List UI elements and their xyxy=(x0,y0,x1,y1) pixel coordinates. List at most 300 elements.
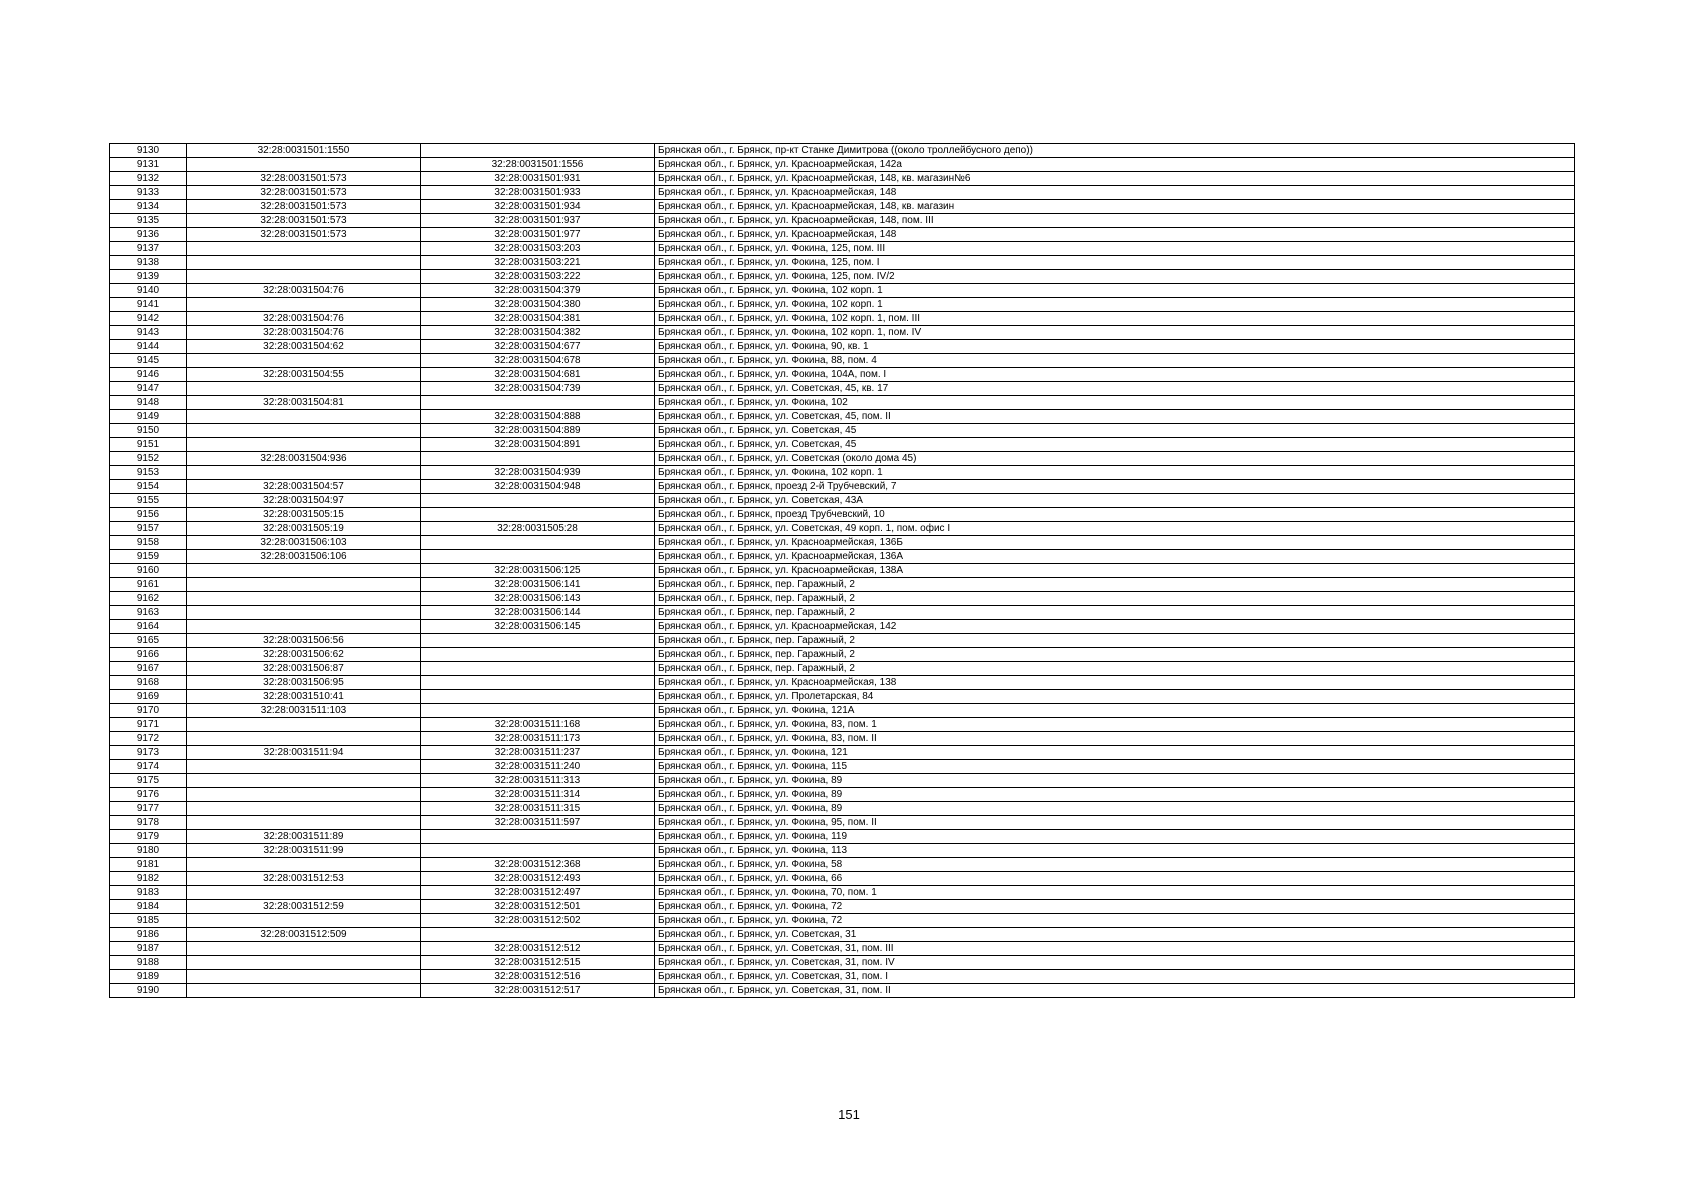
table-row xyxy=(110,144,1575,158)
parcel-number-cell xyxy=(187,270,421,284)
object-number-cell xyxy=(421,550,655,564)
address-cell: Брянская обл., г. Брянск, ул. Фокина, 121А xyxy=(655,704,1575,718)
object-number-cell: 32:28:0031506:125 xyxy=(421,564,655,578)
table-row xyxy=(110,480,1575,494)
address-cell: Брянская обл., г. Брянск, ул. Фокина, 88, пом. 4 xyxy=(655,354,1575,368)
row-number-cell: 9149 xyxy=(110,410,187,424)
object-number-cell: 32:28:0031512:512 xyxy=(421,942,655,956)
row-number-cell: 9144 xyxy=(110,340,187,354)
parcel-number-cell: 32:28:0031501:573 xyxy=(187,200,421,214)
address-cell: Брянская обл., г. Брянск, ул. Фокина, 72 xyxy=(655,914,1575,928)
parcel-number-cell xyxy=(187,970,421,984)
table-row xyxy=(110,354,1575,368)
object-number-cell: 32:28:0031512:501 xyxy=(421,900,655,914)
parcel-number-cell: 32:28:0031504:55 xyxy=(187,368,421,382)
table-row xyxy=(110,718,1575,732)
row-number-cell: 9169 xyxy=(110,690,187,704)
object-number-cell: 32:28:0031511:597 xyxy=(421,816,655,830)
address-cell: Брянская обл., г. Брянск, ул. Фокина, 89 xyxy=(655,802,1575,816)
address-cell: Брянская обл., г. Брянск, ул. Советская, 49 корп. 1, пом. офис I xyxy=(655,522,1575,536)
parcel-number-cell xyxy=(187,606,421,620)
row-number-cell: 9181 xyxy=(110,858,187,872)
address-cell: Брянская обл., г. Брянск, ул. Красноармейская, 136Б xyxy=(655,536,1575,550)
parcel-number-cell xyxy=(187,760,421,774)
row-number-cell: 9140 xyxy=(110,284,187,298)
table-row xyxy=(110,186,1575,200)
table-row xyxy=(110,984,1575,998)
address-cell: Брянская обл., г. Брянск, ул. Фокина, 89 xyxy=(655,788,1575,802)
row-number-cell: 9170 xyxy=(110,704,187,718)
row-number-cell: 9187 xyxy=(110,942,187,956)
table-row xyxy=(110,732,1575,746)
address-cell: Брянская обл., г. Брянск, ул. Фокина, 102 корп. 1, пом. III xyxy=(655,312,1575,326)
page-number: 151 xyxy=(838,1107,860,1122)
parcel-number-cell: 32:28:0031504:936 xyxy=(187,452,421,466)
table-row xyxy=(110,438,1575,452)
object-number-cell: 32:28:0031511:168 xyxy=(421,718,655,732)
address-cell: Брянская обл., г. Брянск, ул. Фокина, 121 xyxy=(655,746,1575,760)
object-number-cell: 32:28:0031504:678 xyxy=(421,354,655,368)
address-cell: Брянская обл., г. Брянск, проезд Трубчевский, 10 xyxy=(655,508,1575,522)
parcel-number-cell: 32:28:0031510:41 xyxy=(187,690,421,704)
object-number-cell: 32:28:0031501:977 xyxy=(421,228,655,242)
object-number-cell: 32:28:0031501:1556 xyxy=(421,158,655,172)
table-row xyxy=(110,550,1575,564)
object-number-cell: 32:28:0031504:677 xyxy=(421,340,655,354)
table-row xyxy=(110,494,1575,508)
table-row xyxy=(110,914,1575,928)
address-cell: Брянская обл., г. Брянск, ул. Красноармейская, 148, кв. магазин xyxy=(655,200,1575,214)
row-number-cell: 9162 xyxy=(110,592,187,606)
address-cell: Брянская обл., г. Брянск, ул. Красноармейская, 138А xyxy=(655,564,1575,578)
address-cell: Брянская обл., г. Брянск, ул. Фокина, 125, пом. IV/2 xyxy=(655,270,1575,284)
address-cell: Брянская обл., г. Брянск, ул. Советская, 31, пом. II xyxy=(655,984,1575,998)
address-cell: Брянская обл., г. Брянск, ул. Фокина, 70, пом. 1 xyxy=(655,886,1575,900)
parcel-number-cell xyxy=(187,774,421,788)
object-number-cell: 32:28:0031506:145 xyxy=(421,620,655,634)
address-cell: Брянская обл., г. Брянск, пер. Гаражный, 2 xyxy=(655,578,1575,592)
row-number-cell: 9167 xyxy=(110,662,187,676)
row-number-cell: 9146 xyxy=(110,368,187,382)
address-cell: Брянская обл., г. Брянск, ул. Фокина, 83, пом. II xyxy=(655,732,1575,746)
parcel-number-cell xyxy=(187,382,421,396)
parcel-number-cell: 32:28:0031506:87 xyxy=(187,662,421,676)
row-number-cell: 9175 xyxy=(110,774,187,788)
object-number-cell xyxy=(421,508,655,522)
object-number-cell: 32:28:0031501:933 xyxy=(421,186,655,200)
table-row xyxy=(110,802,1575,816)
address-cell: Брянская обл., г. Брянск, ул. Советская, 45 xyxy=(655,438,1575,452)
parcel-number-cell: 32:28:0031504:76 xyxy=(187,284,421,298)
address-cell: Брянская обл., г. Брянск, ул. Фокина, 89 xyxy=(655,774,1575,788)
parcel-number-cell xyxy=(187,816,421,830)
object-number-cell: 32:28:0031504:939 xyxy=(421,466,655,480)
parcel-number-cell: 32:28:0031506:62 xyxy=(187,648,421,662)
address-cell: Брянская обл., г. Брянск, ул. Фокина, 102 корп. 1, пом. IV xyxy=(655,326,1575,340)
parcel-number-cell xyxy=(187,354,421,368)
row-number-cell: 9176 xyxy=(110,788,187,802)
object-number-cell: 32:28:0031504:379 xyxy=(421,284,655,298)
object-number-cell xyxy=(421,634,655,648)
table-row xyxy=(110,466,1575,480)
table-row xyxy=(110,830,1575,844)
table-row xyxy=(110,788,1575,802)
address-cell: Брянская обл., г. Брянск, ул. Фокина, 113 xyxy=(655,844,1575,858)
table-row xyxy=(110,606,1575,620)
object-number-cell: 32:28:0031512:502 xyxy=(421,914,655,928)
object-number-cell xyxy=(421,144,655,158)
object-number-cell: 32:28:0031512:516 xyxy=(421,970,655,984)
parcel-number-cell: 32:28:0031511:99 xyxy=(187,844,421,858)
parcel-number-cell: 32:28:0031501:573 xyxy=(187,172,421,186)
parcel-number-cell: 32:28:0031504:62 xyxy=(187,340,421,354)
table-row xyxy=(110,662,1575,676)
table-row xyxy=(110,158,1575,172)
address-cell: Брянская обл., г. Брянск, ул. Советская, 31, пом. III xyxy=(655,942,1575,956)
row-number-cell: 9190 xyxy=(110,984,187,998)
address-cell: Брянская обл., г. Брянск, ул. Советская, 45 xyxy=(655,424,1575,438)
row-number-cell: 9189 xyxy=(110,970,187,984)
address-cell: Брянская обл., г. Брянск, ул. Красноармейская, 142 xyxy=(655,620,1575,634)
address-cell: Брянская обл., г. Брянск, пер. Гаражный, 2 xyxy=(655,606,1575,620)
row-number-cell: 9188 xyxy=(110,956,187,970)
parcel-number-cell: 32:28:0031512:53 xyxy=(187,872,421,886)
row-number-cell: 9139 xyxy=(110,270,187,284)
address-cell: Брянская обл., г. Брянск, ул. Красноармейская, 148 xyxy=(655,186,1575,200)
address-cell: Брянская обл., г. Брянск, ул. Красноармейская, 136А xyxy=(655,550,1575,564)
row-number-cell: 9136 xyxy=(110,228,187,242)
object-number-cell: 32:28:0031511:240 xyxy=(421,760,655,774)
address-cell: Брянская обл., г. Брянск, ул. Фокина, 83, пом. 1 xyxy=(655,718,1575,732)
object-number-cell xyxy=(421,396,655,410)
object-number-cell: 32:28:0031504:888 xyxy=(421,410,655,424)
address-cell: Брянская обл., г. Брянск, ул. Фокина, 119 xyxy=(655,830,1575,844)
row-number-cell: 9134 xyxy=(110,200,187,214)
object-number-cell: 32:28:0031511:314 xyxy=(421,788,655,802)
table-row xyxy=(110,284,1575,298)
address-cell: Брянская обл., г. Брянск, ул. Фокина, 58 xyxy=(655,858,1575,872)
parcel-number-cell xyxy=(187,438,421,452)
object-number-cell: 32:28:0031512:517 xyxy=(421,984,655,998)
row-number-cell: 9151 xyxy=(110,438,187,452)
object-number-cell: 32:28:0031504:891 xyxy=(421,438,655,452)
table-row xyxy=(110,410,1575,424)
address-cell: Брянская обл., г. Брянск, ул. Советская (около дома 45) xyxy=(655,452,1575,466)
parcel-number-cell: 32:28:0031506:103 xyxy=(187,536,421,550)
parcel-number-cell xyxy=(187,424,421,438)
parcel-number-cell: 32:28:0031501:573 xyxy=(187,186,421,200)
row-number-cell: 9163 xyxy=(110,606,187,620)
object-number-cell: 32:28:0031506:143 xyxy=(421,592,655,606)
address-cell: Брянская обл., г. Брянск, ул. Красноармейская, 148, кв. магазин№6 xyxy=(655,172,1575,186)
address-cell: Брянская обл., г. Брянск, пер. Гаражный, 2 xyxy=(655,662,1575,676)
address-cell: Брянская обл., г. Брянск, ул. Фокина, 104А, пом. I xyxy=(655,368,1575,382)
row-number-cell: 9184 xyxy=(110,900,187,914)
row-number-cell: 9161 xyxy=(110,578,187,592)
address-cell: Брянская обл., г. Брянск, ул. Советская, 45, кв. 17 xyxy=(655,382,1575,396)
table-row xyxy=(110,256,1575,270)
parcel-number-cell: 32:28:0031505:15 xyxy=(187,508,421,522)
table-row xyxy=(110,578,1575,592)
address-cell: Брянская обл., г. Брянск, ул. Красноармейская, 148 xyxy=(655,228,1575,242)
address-cell: Брянская обл., г. Брянск, ул. Фокина, 102 корп. 1 xyxy=(655,298,1575,312)
table-row xyxy=(110,970,1575,984)
table-row xyxy=(110,760,1575,774)
parcel-number-cell xyxy=(187,718,421,732)
object-number-cell xyxy=(421,690,655,704)
table-row xyxy=(110,382,1575,396)
object-number-cell xyxy=(421,676,655,690)
object-number-cell xyxy=(421,494,655,508)
address-cell: Брянская обл., г. Брянск, ул. Фокина, 95, пом. II xyxy=(655,816,1575,830)
object-number-cell: 32:28:0031505:28 xyxy=(421,522,655,536)
parcel-number-cell: 32:28:0031511:89 xyxy=(187,830,421,844)
parcel-number-cell: 32:28:0031504:76 xyxy=(187,326,421,340)
table-row xyxy=(110,746,1575,760)
object-number-cell: 32:28:0031506:144 xyxy=(421,606,655,620)
table-row xyxy=(110,872,1575,886)
row-number-cell: 9173 xyxy=(110,746,187,760)
cadastral-table xyxy=(109,143,1575,998)
table-row xyxy=(110,928,1575,942)
address-cell: Брянская обл., г. Брянск, проезд 2-й Трубчевский, 7 xyxy=(655,480,1575,494)
row-number-cell: 9160 xyxy=(110,564,187,578)
address-cell: Брянская обл., г. Брянск, ул. Советская, 45, пом. II xyxy=(655,410,1575,424)
row-number-cell: 9174 xyxy=(110,760,187,774)
table-row xyxy=(110,648,1575,662)
row-number-cell: 9157 xyxy=(110,522,187,536)
row-number-cell: 9145 xyxy=(110,354,187,368)
table-row xyxy=(110,564,1575,578)
row-number-cell: 9182 xyxy=(110,872,187,886)
row-number-cell: 9172 xyxy=(110,732,187,746)
row-number-cell: 9155 xyxy=(110,494,187,508)
table-row xyxy=(110,844,1575,858)
row-number-cell: 9148 xyxy=(110,396,187,410)
parcel-number-cell xyxy=(187,788,421,802)
row-number-cell: 9166 xyxy=(110,648,187,662)
table-row xyxy=(110,522,1575,536)
table-row xyxy=(110,690,1575,704)
address-cell: Брянская обл., г. Брянск, ул. Советская, 31 xyxy=(655,928,1575,942)
table-row xyxy=(110,900,1575,914)
address-cell: Брянская обл., г. Брянск, ул. Фокина, 115 xyxy=(655,760,1575,774)
table-row xyxy=(110,396,1575,410)
row-number-cell: 9156 xyxy=(110,508,187,522)
table-row xyxy=(110,200,1575,214)
object-number-cell xyxy=(421,704,655,718)
parcel-number-cell: 32:28:0031511:94 xyxy=(187,746,421,760)
row-number-cell: 9132 xyxy=(110,172,187,186)
object-number-cell: 32:28:0031511:315 xyxy=(421,802,655,816)
parcel-number-cell xyxy=(187,466,421,480)
address-cell: Брянская обл., г. Брянск, ул. Фокина, 125, пом. III xyxy=(655,242,1575,256)
row-number-cell: 9130 xyxy=(110,144,187,158)
object-number-cell: 32:28:0031503:222 xyxy=(421,270,655,284)
object-number-cell: 32:28:0031504:739 xyxy=(421,382,655,396)
address-cell: Брянская обл., г. Брянск, ул. Фокина, 102 корп. 1 xyxy=(655,284,1575,298)
parcel-number-cell: 32:28:0031505:19 xyxy=(187,522,421,536)
row-number-cell: 9186 xyxy=(110,928,187,942)
object-number-cell: 32:28:0031504:948 xyxy=(421,480,655,494)
row-number-cell: 9137 xyxy=(110,242,187,256)
table-row xyxy=(110,774,1575,788)
object-number-cell: 32:28:0031512:368 xyxy=(421,858,655,872)
row-number-cell: 9158 xyxy=(110,536,187,550)
table-row xyxy=(110,424,1575,438)
object-number-cell xyxy=(421,452,655,466)
object-number-cell xyxy=(421,928,655,942)
address-cell: Брянская обл., г. Брянск, пер. Гаражный, 2 xyxy=(655,634,1575,648)
table-row xyxy=(110,956,1575,970)
table-row xyxy=(110,242,1575,256)
address-cell: Брянская обл., г. Брянск, ул. Красноармейская, 138 xyxy=(655,676,1575,690)
parcel-number-cell xyxy=(187,158,421,172)
parcel-number-cell: 32:28:0031501:573 xyxy=(187,228,421,242)
address-cell: Брянская обл., г. Брянск, ул. Фокина, 102 корп. 1 xyxy=(655,466,1575,480)
object-number-cell: 32:28:0031511:173 xyxy=(421,732,655,746)
object-number-cell: 32:28:0031504:381 xyxy=(421,312,655,326)
address-cell: Брянская обл., г. Брянск, ул. Красноармейская, 148, пом. III xyxy=(655,214,1575,228)
address-cell: Брянская обл., г. Брянск, ул. Пролетарская, 84 xyxy=(655,690,1575,704)
parcel-number-cell: 32:28:0031504:81 xyxy=(187,396,421,410)
table-row xyxy=(110,816,1575,830)
object-number-cell: 32:28:0031512:515 xyxy=(421,956,655,970)
row-number-cell: 9168 xyxy=(110,676,187,690)
row-number-cell: 9159 xyxy=(110,550,187,564)
row-number-cell: 9171 xyxy=(110,718,187,732)
object-number-cell: 32:28:0031503:203 xyxy=(421,242,655,256)
address-cell: Брянская обл., г. Брянск, ул. Фокина, 66 xyxy=(655,872,1575,886)
table-row xyxy=(110,326,1575,340)
object-number-cell: 32:28:0031503:221 xyxy=(421,256,655,270)
row-number-cell: 9154 xyxy=(110,480,187,494)
row-number-cell: 9183 xyxy=(110,886,187,900)
parcel-number-cell xyxy=(187,732,421,746)
parcel-number-cell xyxy=(187,886,421,900)
parcel-number-cell xyxy=(187,956,421,970)
table-row xyxy=(110,228,1575,242)
table-row xyxy=(110,592,1575,606)
table-row xyxy=(110,270,1575,284)
address-cell: Брянская обл., г. Брянск, пр-кт Станке Димитрова ((около троллейбусного депо)) xyxy=(655,144,1575,158)
parcel-number-cell: 32:28:0031501:1550 xyxy=(187,144,421,158)
parcel-number-cell: 32:28:0031506:95 xyxy=(187,676,421,690)
row-number-cell: 9180 xyxy=(110,844,187,858)
row-number-cell: 9141 xyxy=(110,298,187,312)
parcel-number-cell xyxy=(187,578,421,592)
row-number-cell: 9164 xyxy=(110,620,187,634)
parcel-number-cell: 32:28:0031501:573 xyxy=(187,214,421,228)
parcel-number-cell xyxy=(187,410,421,424)
row-number-cell: 9133 xyxy=(110,186,187,200)
object-number-cell: 32:28:0031504:380 xyxy=(421,298,655,312)
table-row xyxy=(110,368,1575,382)
parcel-number-cell xyxy=(187,564,421,578)
table-row xyxy=(110,508,1575,522)
address-cell: Брянская обл., г. Брянск, ул. Фокина, 125, пом. I xyxy=(655,256,1575,270)
parcel-number-cell xyxy=(187,984,421,998)
object-number-cell: 32:28:0031504:889 xyxy=(421,424,655,438)
parcel-number-cell xyxy=(187,914,421,928)
row-number-cell: 9143 xyxy=(110,326,187,340)
row-number-cell: 9150 xyxy=(110,424,187,438)
table-row xyxy=(110,858,1575,872)
table-row xyxy=(110,886,1575,900)
object-number-cell xyxy=(421,830,655,844)
object-number-cell: 32:28:0031512:497 xyxy=(421,886,655,900)
parcel-number-cell: 32:28:0031504:57 xyxy=(187,480,421,494)
object-number-cell xyxy=(421,662,655,676)
address-cell: Брянская обл., г. Брянск, ул. Фокина, 90, кв. 1 xyxy=(655,340,1575,354)
object-number-cell: 32:28:0031504:681 xyxy=(421,368,655,382)
row-number-cell: 9131 xyxy=(110,158,187,172)
table-row xyxy=(110,214,1575,228)
parcel-number-cell: 32:28:0031506:106 xyxy=(187,550,421,564)
object-number-cell xyxy=(421,648,655,662)
table-row xyxy=(110,298,1575,312)
address-cell: Брянская обл., г. Брянск, ул. Фокина, 72 xyxy=(655,900,1575,914)
table-row xyxy=(110,172,1575,186)
table-body xyxy=(110,144,1575,998)
object-number-cell xyxy=(421,844,655,858)
address-cell: Брянская обл., г. Брянск, ул. Красноармейская, 142а xyxy=(655,158,1575,172)
object-number-cell: 32:28:0031511:313 xyxy=(421,774,655,788)
address-cell: Брянская обл., г. Брянск, ул. Советская, 31, пом. IV xyxy=(655,956,1575,970)
table-row xyxy=(110,452,1575,466)
parcel-number-cell: 32:28:0031512:509 xyxy=(187,928,421,942)
address-cell: Брянская обл., г. Брянск, пер. Гаражный, 2 xyxy=(655,592,1575,606)
row-number-cell: 9147 xyxy=(110,382,187,396)
row-number-cell: 9152 xyxy=(110,452,187,466)
parcel-number-cell xyxy=(187,802,421,816)
parcel-number-cell xyxy=(187,256,421,270)
table-row xyxy=(110,704,1575,718)
object-number-cell xyxy=(421,536,655,550)
parcel-number-cell: 32:28:0031506:56 xyxy=(187,634,421,648)
row-number-cell: 9179 xyxy=(110,830,187,844)
parcel-number-cell: 32:28:0031504:76 xyxy=(187,312,421,326)
address-cell: Брянская обл., г. Брянск, ул. Фокина, 102 xyxy=(655,396,1575,410)
object-number-cell: 32:28:0031501:931 xyxy=(421,172,655,186)
object-number-cell: 32:28:0031512:493 xyxy=(421,872,655,886)
parcel-number-cell xyxy=(187,942,421,956)
row-number-cell: 9178 xyxy=(110,816,187,830)
row-number-cell: 9142 xyxy=(110,312,187,326)
address-cell: Брянская обл., г. Брянск, ул. Советская, 31, пом. I xyxy=(655,970,1575,984)
table-row xyxy=(110,634,1575,648)
object-number-cell: 32:28:0031501:934 xyxy=(421,200,655,214)
parcel-number-cell: 32:28:0031512:59 xyxy=(187,900,421,914)
object-number-cell: 32:28:0031501:937 xyxy=(421,214,655,228)
parcel-number-cell: 32:28:0031504:97 xyxy=(187,494,421,508)
parcel-number-cell xyxy=(187,858,421,872)
object-number-cell: 32:28:0031506:141 xyxy=(421,578,655,592)
parcel-number-cell xyxy=(187,298,421,312)
row-number-cell: 9177 xyxy=(110,802,187,816)
row-number-cell: 9153 xyxy=(110,466,187,480)
parcel-number-cell xyxy=(187,620,421,634)
table-row xyxy=(110,620,1575,634)
address-cell: Брянская обл., г. Брянск, пер. Гаражный, 2 xyxy=(655,648,1575,662)
row-number-cell: 9138 xyxy=(110,256,187,270)
table-row xyxy=(110,340,1575,354)
row-number-cell: 9135 xyxy=(110,214,187,228)
table-row xyxy=(110,536,1575,550)
address-cell: Брянская обл., г. Брянск, ул. Советская, 43А xyxy=(655,494,1575,508)
table-row xyxy=(110,942,1575,956)
object-number-cell: 32:28:0031511:237 xyxy=(421,746,655,760)
